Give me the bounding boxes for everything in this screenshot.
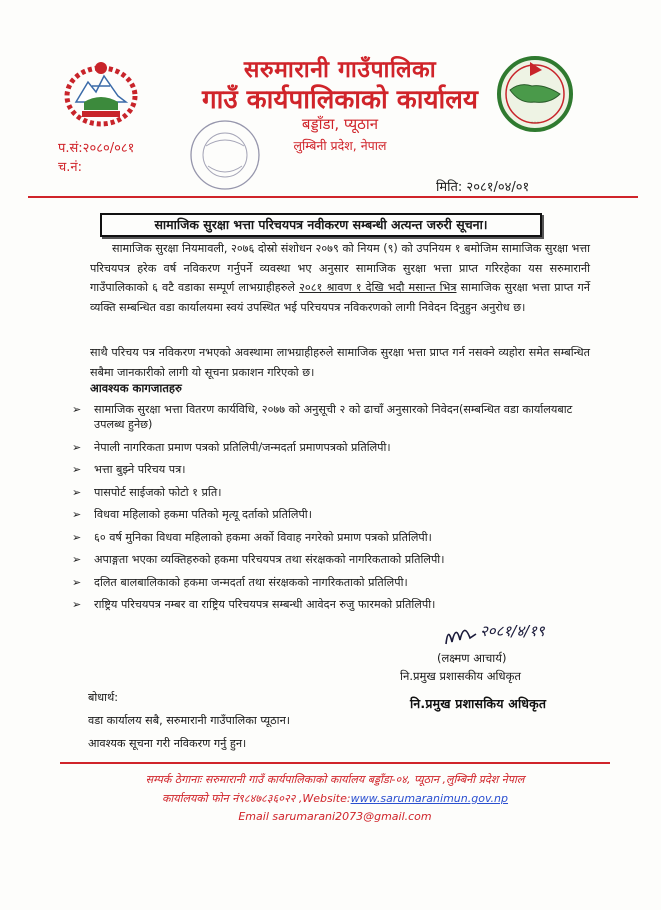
- arrow-bullet-icon: ➢: [72, 598, 82, 611]
- arrow-bullet-icon: ➢: [72, 403, 82, 416]
- list-item: ➢ सामाजिक सुरक्षा भत्ता वितरण कार्यविधि, २०७७ को अनुसूची २ को ढाचाँ अनुसारको निवेदन(सम्बन्धित वडा कार्यालयबाट उपलब्ध हुनेछ): [72, 403, 573, 431]
- office-location: बड्डाँडा, प्यूठान: [301, 115, 379, 133]
- arrow-bullet-icon: ➢: [72, 575, 82, 589]
- body-paragraph-1: [90, 239, 590, 317]
- arrow-bullet-icon: ➢: [72, 530, 82, 544]
- signatory-title: नि.प्रमुख प्रशासकीय अधिकृत: [400, 669, 521, 683]
- para1-part-b: सामाजिक सुरक्षा भत्ता प्राप्त गर्ने व्यक्ति सम्बन्धित वडा कार्यालयमा स्वयं उपस्थित भई परिचयपत्र नविकरणको लागी निवेदन दिनुहुन अनुरोध छ।: [90, 281, 590, 314]
- svg-text:◦◦◦: ◦◦◦: [530, 120, 540, 126]
- arrow-bullet-icon: ➢: [72, 553, 82, 566]
- footer-divider: [60, 762, 610, 764]
- list-item: ➢ नेपाली नागरिकता प्रमाण पत्रको प्रतिलिपी/जन्मदर्ता प्रमाणपत्रको प्रतिलिपी।: [72, 440, 391, 454]
- footer-contact: कार्यालयको फोन नं९८४७८३६०२२ ,Website:www.sarumaranimun.gov.np: [161, 792, 509, 805]
- list-item: ➢ पासपोर्ट साईजको फोटो १ प्रति।: [72, 485, 222, 499]
- body-paragraph-2: साथै परिचय पत्र नविकरण नभएको अवस्थामा लाभग्राहीहरुले सामाजिक सुरक्षा भत्ता प्राप्त गर्न नसक्ने व्यहोरा समेत सम्बन्धित सबैमा जानकारीको लागी यो सूचना प्रकाशन गरिएको छ।: [90, 346, 590, 379]
- header-divider: [28, 196, 638, 198]
- office-province: लुम्बिनी प्रदेश, नेपाल: [293, 138, 387, 153]
- arrow-bullet-icon: ➢: [72, 485, 82, 499]
- signatory-stamp: नि.प्रमुख प्रशासकिय अधिकृत: [410, 696, 547, 711]
- reference-number: प.सं:२०८०/०८१: [58, 141, 135, 156]
- notice-subject: सामाजिक सुरक्षा भत्ता परिचयपत्र नवीकरण सम्बन्धी अत्यन्त जरुरी सूचना।: [100, 213, 542, 237]
- list-item: ➢ ६० वर्ष मुनिका विधवा महिलाको हकमा अर्को विवाह नगरेको प्रमाण पत्रको प्रतिलिपी।: [72, 530, 432, 544]
- municipality-name: सरुमारानी गाउँपालिका: [243, 57, 437, 83]
- cc-line-1: वडा कार्यालय सबै, सरुमारानी गाउँपालिका प्यूठान।: [88, 714, 291, 727]
- arrow-bullet-icon: ➢: [72, 440, 82, 454]
- dispatch-number: च.नं:: [58, 160, 82, 175]
- cc-heading: बोधार्थ:: [88, 691, 118, 704]
- requirements-list: [72, 402, 592, 620]
- requirements-heading: आवश्यक कागजातहरु: [90, 381, 182, 395]
- footer-address: सम्पर्क ठेगानाः सरुमारानी गाउँ कार्यपालिकाको कार्यालय बड्डाँडा-०४, प्यूठान ,लुम्बिनी प्रदेश नेपाल: [145, 773, 525, 786]
- notice-date: मिति: २०८१/०४/०१: [436, 180, 530, 195]
- list-item: ➢ राष्ट्रिय परिचयपत्र नम्बर वा राष्ट्रिय परिचयपत्र सम्बन्धी आवेदन रुजु फारमको प्रतिलिपी।: [72, 598, 436, 611]
- website-link[interactable]: www.sarumaranimun.gov.np: [350, 792, 509, 805]
- para1-deadline: २०८१ श्रावण १ देखि भदौ मसान्त भित्र: [299, 281, 457, 294]
- office-seal-stamp: [186, 116, 264, 194]
- nepal-emblem-icon: [62, 56, 140, 128]
- list-item: ➢ अपाङ्गता भएका व्यक्तिहरुको हकमा परिचयपत्र तथा संरक्षकको नागरिकताको प्रतिलिपी।: [72, 553, 445, 566]
- email-link[interactable]: sarumarani2073@gmail.com: [272, 810, 432, 823]
- svg-text:२०८१/४/१९: २०८१/४/१९: [480, 622, 545, 640]
- arrow-bullet-icon: ➢: [72, 463, 82, 476]
- office-name: गाउँ कार्यपालिकाको कार्यालय: [202, 85, 478, 115]
- arrow-bullet-icon: ➢: [72, 508, 82, 521]
- signatory-name: (लक्ष्मण आचार्य): [437, 651, 507, 665]
- list-item: ➢ दलित बालबालिकाको हकमा जन्मदर्ता तथा संरक्षकको नागरिकताको प्रतिलिपी।: [72, 575, 408, 589]
- cc-line-2: आवश्यक सूचना गरी नविकरण गर्नु हुन।: [88, 737, 247, 750]
- para1-part-a: सामाजिक सुरक्षा नियमावली, २०७६ दोस्रो संशोधन २०७९ को नियम (९) को उपनियम १ बमोजिम सामाजिक सुरक्षा भत्ता परिचयपत्र हरेक वर्ष नविकरण गर्नुपर्ने व्यवस्था भए अनुसार सामाजिक सुरक्षा भत्ता प्राप्त गरिरहेका यस सरुमारानी गाउँपालिकाको ६ वटै वडाका सम्पूर्ण लाभग्राहीहरुले: [90, 242, 591, 294]
- list-item: ➢ विधवा महिलाको हकमा पतिको मृत्यू दर्ताको प्रतिलिपी।: [72, 508, 312, 521]
- footer-email: Email sarumarani2073@gmail.com: [238, 810, 432, 823]
- list-item: ➢ भत्ता बुझ्ने परिचय पत्र।: [72, 463, 186, 476]
